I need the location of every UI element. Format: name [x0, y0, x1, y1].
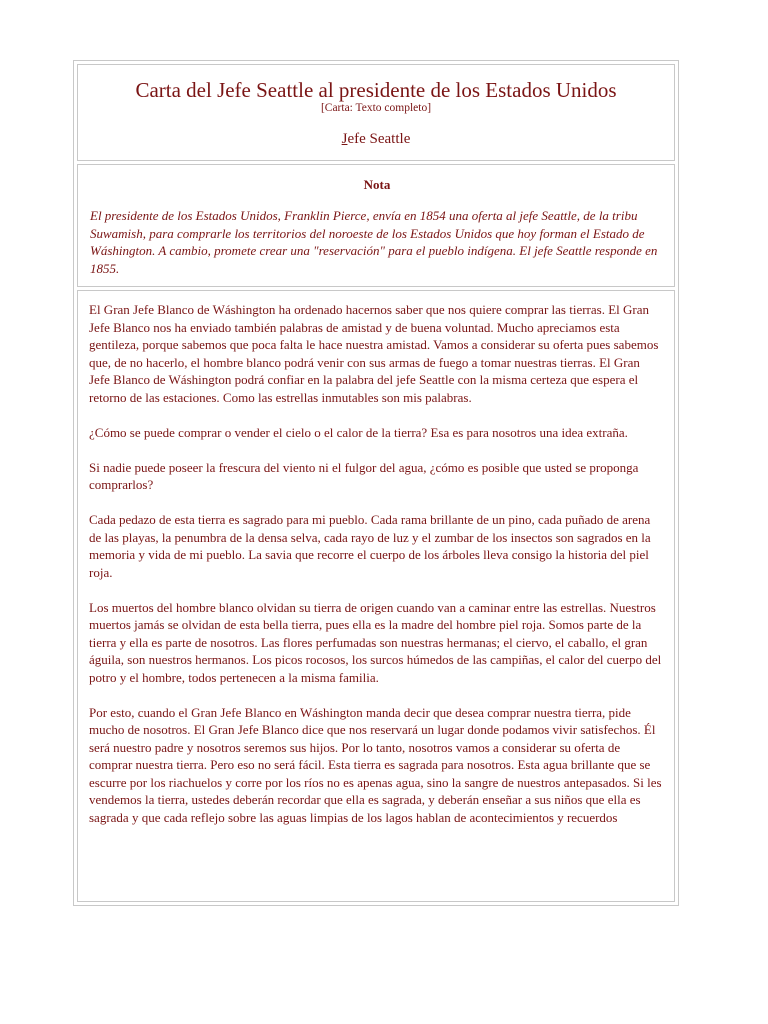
note-heading: Nota — [363, 177, 391, 192]
paragraph: Cada pedazo de esta tierra es sagrado para mi pueblo. Cada rama brillante de un pino, cada puñado de arena de las playas, la penumbra de la densa selva, cada rayo de luz y el zumbar de los insectos son sagrados en la memoria y vida de mi pueblo. La savia que recorre el cuerpo de los árboles lleva consigo la historia del piel roja. — [89, 512, 651, 580]
paragraph: ¿Cómo se puede comprar o vender el cielo o el calor de la tierra? Esa es para nosotros una idea extraña. — [89, 424, 628, 440]
paragraph: Si nadie puede poseer la frescura del viento ni el fulgor del agua, ¿cómo es posible que usted se proponga comprarlos? — [89, 459, 639, 492]
document-frame — [73, 60, 679, 906]
page-title: Carta del Jefe Seattle al presidente de los Estados Unidos — [135, 78, 617, 102]
paragraph: Los muertos del hombre blanco olvidan su tierra de origen cuando van a caminar entre las estrellas. Nuestros muertos jamás se olvidan de esta bella tierra, pues ella es la madre del hombre piel roja. Somos parte de la tierra y ella es parte de nosotros. Las flores perfumadas son nuestras hermanas; el ciervo, el caballo, el gran águila, son nuestros hermanos. Los picos rocosos, los surcos húmedos de las campiñas, el calor del cuerpo del potro y el hombre, todos pertenecen a la misma familia. — [89, 599, 662, 685]
page-subtitle: [Carta: Texto completo] — [320, 102, 432, 114]
letter-body — [77, 290, 675, 902]
note-section — [77, 164, 675, 287]
header-section — [77, 64, 675, 161]
note-text: El presidente de los Estados Unidos, Franklin Pierce, envía en 1854 una oferta al jefe Seattle, de la tribu Suwamish, para comprarle los territorios del noroeste de los Estados Unidos que hoy forman el Estado de Wáshington. A cambio, promete crear una "reservación" para el pueblo indígena. El jefe Seattle responde en 1855. — [90, 208, 658, 276]
author-name-rest: efe Seattle — [347, 131, 411, 147]
author-initial: J — [341, 131, 348, 147]
paragraph: Por esto, cuando el Gran Jefe Blanco en Wáshington manda decir que desea comprar nuestra tierra, pide mucho de nosotros. El Gran Jefe Blanco dice que nos reservará un lugar donde podamos vivir satisfechos. Él será nuestro padre y nosotros seremos sus hijos. Por lo tanto, nosotros vamos a considerar su oferta de comprar nuestra tierra. Pero eso no será fácil. Esta tierra es sagrada para nosotros. Esta agua brillante que se escurre por los riachuelos y corre por los ríos no es apenas agua, sino la sangre de nuestros antepasados. Si les vendemos la tierra, ustedes deberán recordar que ella es sagrada, y deberán enseñar a sus niños que ella es sagrada y que cada reflejo sobre las aguas limpias de los lagos hablan de acontecimientos y recuerdos — [89, 704, 662, 825]
author-name — [78, 131, 674, 148]
paragraph: El Gran Jefe Blanco de Wáshington ha ordenado hacernos saber que nos quiere comprar las tierras. El Gran Jefe Blanco nos ha enviado también palabras de amistad y de buena voluntad. Mucho apreciamos esta gentileza, porque sabemos que poca falta le hace nuestra amistad. Vamos a considerar su oferta pues sabemos que, de no hacerlo, el hombre blanco podrá venir con sus armas de fuego a tomar nuestras tierras. El Gran Jefe Blanco de Wáshington podrá confiar en la palabra del jefe Seattle con la misma certeza que espera el retorno de las estaciones. Como las estrellas inmutables son mis palabras. — [89, 302, 659, 405]
